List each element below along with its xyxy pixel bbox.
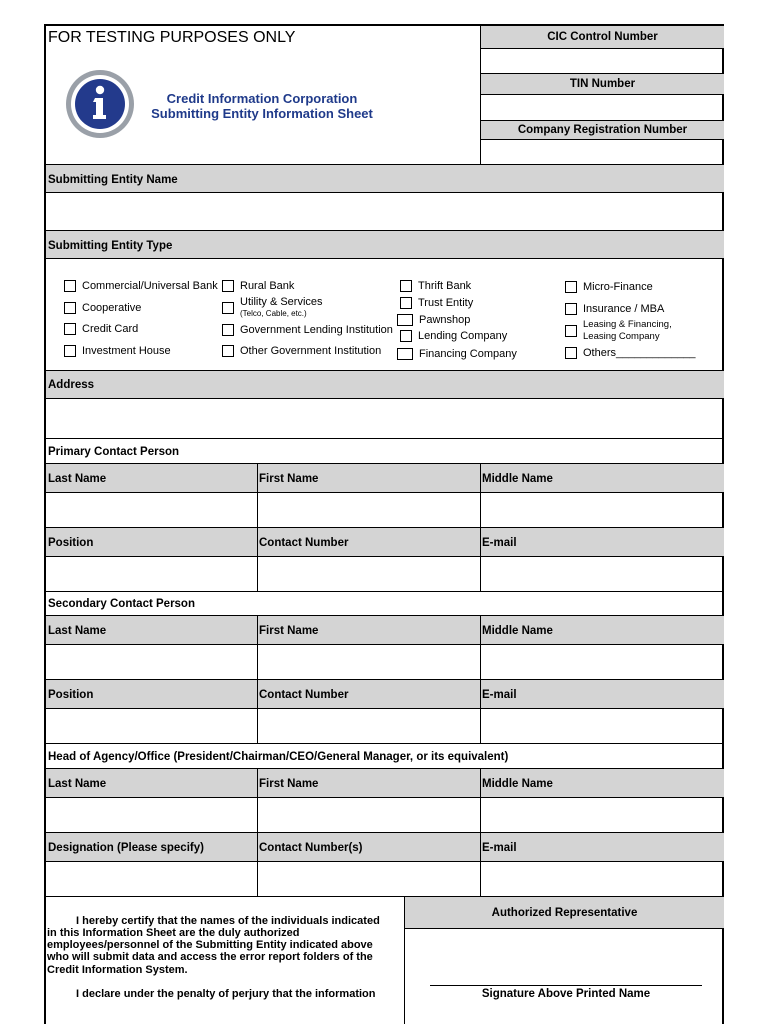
checkbox-financing-company[interactable]: Financing Company bbox=[397, 348, 517, 360]
checkbox-box[interactable] bbox=[565, 347, 577, 359]
cic-control-number-field[interactable] bbox=[481, 49, 724, 73]
entity-information-form bbox=[44, 24, 724, 1024]
head-middle-name-label: Middle Name bbox=[482, 778, 553, 790]
certification-line-6: I declare under the penalty of perjury that the information bbox=[76, 988, 376, 1000]
checkbox-box[interactable] bbox=[64, 280, 76, 292]
certification-line-2: in this Information Sheet are the duly authorized bbox=[47, 927, 300, 939]
head-contact-numbers-field[interactable] bbox=[258, 862, 480, 896]
checkbox-other-government[interactable]: Other Government Institution bbox=[222, 345, 381, 357]
checkbox-box[interactable] bbox=[222, 302, 234, 314]
checkbox-thrift-bank[interactable]: Thrift Bank bbox=[400, 280, 471, 292]
entity-name-field[interactable] bbox=[46, 193, 724, 230]
secondary-email-label: E-mail bbox=[482, 689, 517, 701]
checkbox-box[interactable] bbox=[222, 345, 234, 357]
certification-line-3: employees/personnel of the Submitting Entity indicated above bbox=[47, 939, 373, 951]
signature-line bbox=[430, 985, 702, 986]
checkbox-box[interactable] bbox=[64, 345, 76, 357]
checkbox-box[interactable] bbox=[565, 303, 577, 315]
checkbox-commercial-bank[interactable]: Commercial/Universal Bank bbox=[64, 280, 218, 292]
tin-number-field[interactable] bbox=[481, 95, 724, 120]
head-last-name-field[interactable] bbox=[46, 798, 257, 832]
head-designation-label: Designation (Please specify) bbox=[48, 842, 204, 854]
checkbox-micro-finance[interactable]: Micro-Finance bbox=[565, 281, 653, 293]
secondary-middle-name-label: Middle Name bbox=[482, 625, 553, 637]
checkbox-others[interactable]: Others_____________ bbox=[565, 347, 696, 359]
primary-last-name-field[interactable] bbox=[46, 493, 257, 527]
secondary-position-field[interactable] bbox=[46, 709, 257, 743]
head-email-label: E-mail bbox=[482, 842, 517, 854]
checkbox-box[interactable] bbox=[565, 281, 577, 293]
primary-last-name-label: Last Name bbox=[48, 473, 107, 485]
secondary-last-name-field[interactable] bbox=[46, 645, 257, 679]
checkbox-box[interactable] bbox=[64, 323, 76, 335]
head-email-field[interactable] bbox=[481, 862, 724, 896]
checkbox-leasing-financing[interactable]: Leasing & Financing, Leasing Company bbox=[565, 319, 672, 343]
checkbox-box[interactable] bbox=[222, 324, 234, 336]
primary-email-field[interactable] bbox=[481, 557, 724, 591]
cic-control-number-label: CIC Control Number bbox=[547, 31, 658, 43]
address-field[interactable] bbox=[46, 399, 724, 438]
certification-line-5: Credit Information System. bbox=[47, 964, 188, 976]
checkbox-insurance-mba[interactable]: Insurance / MBA bbox=[565, 303, 664, 315]
secondary-email-field[interactable] bbox=[481, 709, 724, 743]
primary-contact-number-label: Contact Number bbox=[259, 537, 349, 549]
org-name: Credit Information Corporation bbox=[166, 91, 358, 106]
head-of-agency-label: Head of Agency/Office (President/Chairman/CEO/General Manager, or its equivalent) bbox=[48, 751, 509, 763]
checkbox-government-lending[interactable]: Government Lending Institution bbox=[222, 324, 393, 336]
primary-position-field[interactable] bbox=[46, 557, 257, 591]
secondary-first-name-field[interactable] bbox=[258, 645, 480, 679]
checkbox-trust-entity[interactable]: Trust Entity bbox=[400, 297, 473, 309]
certification-line-1: I hereby certify that the names of the individuals indicated bbox=[76, 915, 380, 927]
checkbox-lending-company[interactable]: Lending Company bbox=[400, 330, 507, 342]
sheet-title: Submitting Entity Information Sheet bbox=[151, 106, 373, 121]
address-label: Address bbox=[48, 379, 95, 391]
checkbox-pawnshop[interactable]: Pawnshop bbox=[397, 314, 470, 326]
primary-position-label: Position bbox=[48, 537, 94, 549]
head-first-name-field[interactable] bbox=[258, 798, 480, 832]
primary-first-name-label: First Name bbox=[259, 473, 319, 485]
testing-banner: FOR TESTING PURPOSES ONLY bbox=[48, 29, 296, 46]
primary-contact-label: Primary Contact Person bbox=[48, 446, 180, 458]
checkbox-credit-card[interactable]: Credit Card bbox=[64, 323, 138, 335]
secondary-last-name-label: Last Name bbox=[48, 625, 107, 637]
primary-contact-number-field[interactable] bbox=[258, 557, 480, 591]
company-registration-label: Company Registration Number bbox=[517, 124, 688, 136]
secondary-first-name-label: First Name bbox=[259, 625, 319, 637]
entity-name-label: Submitting Entity Name bbox=[48, 174, 178, 186]
checkbox-box[interactable] bbox=[397, 314, 413, 326]
head-first-name-label: First Name bbox=[259, 778, 319, 790]
secondary-contact-label: Secondary Contact Person bbox=[48, 598, 195, 610]
signature-field[interactable] bbox=[430, 929, 702, 985]
primary-email-label: E-mail bbox=[482, 537, 517, 549]
primary-middle-name-field[interactable] bbox=[481, 493, 724, 527]
checkbox-box[interactable] bbox=[397, 348, 413, 360]
checkbox-cooperative[interactable]: Cooperative bbox=[64, 302, 141, 314]
info-icon bbox=[64, 68, 136, 140]
certification-line-4: who will submit data and access the error report folders of the bbox=[47, 951, 373, 963]
entity-type-label: Submitting Entity Type bbox=[48, 240, 173, 252]
tin-number-label: TIN Number bbox=[569, 78, 636, 90]
checkbox-box[interactable] bbox=[400, 280, 412, 292]
primary-middle-name-label: Middle Name bbox=[482, 473, 553, 485]
head-contact-numbers-label: Contact Number(s) bbox=[259, 842, 363, 854]
checkbox-box[interactable] bbox=[400, 297, 412, 309]
head-last-name-label: Last Name bbox=[48, 778, 107, 790]
head-designation-field[interactable] bbox=[46, 862, 257, 896]
secondary-contact-number-label: Contact Number bbox=[259, 689, 349, 701]
secondary-contact-number-field[interactable] bbox=[258, 709, 480, 743]
checkbox-box[interactable] bbox=[222, 280, 234, 292]
head-middle-name-field[interactable] bbox=[481, 798, 724, 832]
authorized-representative-label: Authorized Representative bbox=[491, 907, 638, 919]
company-registration-field[interactable] bbox=[481, 140, 724, 164]
checkbox-utility-services[interactable]: Utility & Services (Telco, Cable, etc.) bbox=[222, 297, 323, 319]
checkbox-rural-bank[interactable]: Rural Bank bbox=[222, 280, 294, 292]
primary-first-name-field[interactable] bbox=[258, 493, 480, 527]
checkbox-box[interactable] bbox=[565, 325, 577, 337]
checkbox-investment-house[interactable]: Investment House bbox=[64, 345, 171, 357]
secondary-middle-name-field[interactable] bbox=[481, 645, 724, 679]
checkbox-box[interactable] bbox=[400, 330, 412, 342]
secondary-position-label: Position bbox=[48, 689, 94, 701]
signature-label: Signature Above Printed Name bbox=[481, 988, 651, 1000]
checkbox-box[interactable] bbox=[64, 302, 76, 314]
